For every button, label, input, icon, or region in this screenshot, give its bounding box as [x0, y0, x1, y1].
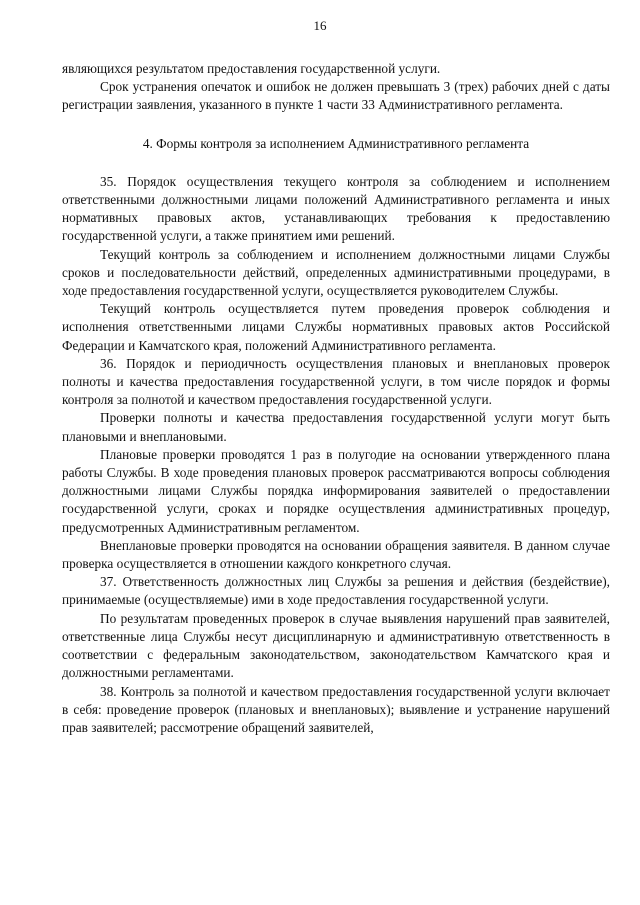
- paragraph: Текущий контроль за соблюдением и исполнением должностными лицами Службы сроков и последовательности действий, определенных административными процедурами, в ходе предоставления государственной услуги, осуществляется руководителем Службы.: [62, 246, 610, 299]
- paragraph: Текущий контроль осуществляется путем проведения проверок соблюдения и исполнения ответственными лицами Службы нормативных правовых актов Российской Федерации и Камчатского края, положений Административного регламента.: [62, 301, 610, 353]
- section-heading: 4. Формы контроля за исполнением Административного регламента: [142, 135, 530, 151]
- paragraph: Проверки полноты и качества предоставления государственной услуги могут быть плановыми и внеплановыми.: [62, 410, 610, 444]
- paragraph: Срок устранения опечаток и ошибок не должен превышать 3 (трех) рабочих дней с даты регистрации заявления, указанного в пункте 1 части 33 Административного регламента.: [62, 79, 610, 113]
- paragraph: По результатам проведенных проверок в случае выявления нарушений прав заявителей, ответственные лица Службы несут дисциплинарную и административную ответственность в соответствии с федеральным законодательством, законодательством Камчатского края и должностными регламентами.: [62, 610, 610, 681]
- paragraph: 37. Ответственность должностных лиц Службы за решения и действия (бездействие), принимаемые (осуществляемые) ими в ходе предоставления государственной услуги.: [62, 574, 610, 608]
- document-body: [62, 60, 610, 737]
- paragraph: 35. Порядок осуществления текущего контроля за соблюдением и исполнением ответственными должностными лицами положений Административного регламента и иных нормативных правовых актов, устанавливающих требования к предоставлению государственной услуги, а также принятием ими решений.: [62, 173, 610, 244]
- paragraph: 38. Контроль за полнотой и качеством предоставления государственной услуги включает в себя: проведение проверок (плановых и внеплановых); выявление и устранение нарушений прав заявителей; рассмотрение обращений заявителей,: [62, 683, 610, 735]
- paragraph: Плановые проверки проводятся 1 раз в полугодие на основании утвержденного плана работы Службы. В ходе проведения плановых проверок рассматриваются вопросы соблюдения должностными лицами Службы порядка информирования заявителей о предоставлении государственной услуги, сроках и порядке осуществления административных процедур, предусмотренных Административным регламентом.: [62, 446, 610, 535]
- page-number: 16: [313, 18, 327, 33]
- paragraph: 36. Порядок и периодичность осуществления плановых и внеплановых проверок полноты и качества предоставления государственной услуги, в том числе порядок и формы контроля за полнотой и качеством предоставления государственной услуги.: [62, 355, 610, 408]
- paragraph: Внеплановые проверки проводятся на основании обращения заявителя. В данном случае проверка осуществляется в отношении каждого конкретного случая.: [62, 537, 610, 572]
- paragraph: являющихся результатом предоставления государственной услуги.: [62, 61, 441, 76]
